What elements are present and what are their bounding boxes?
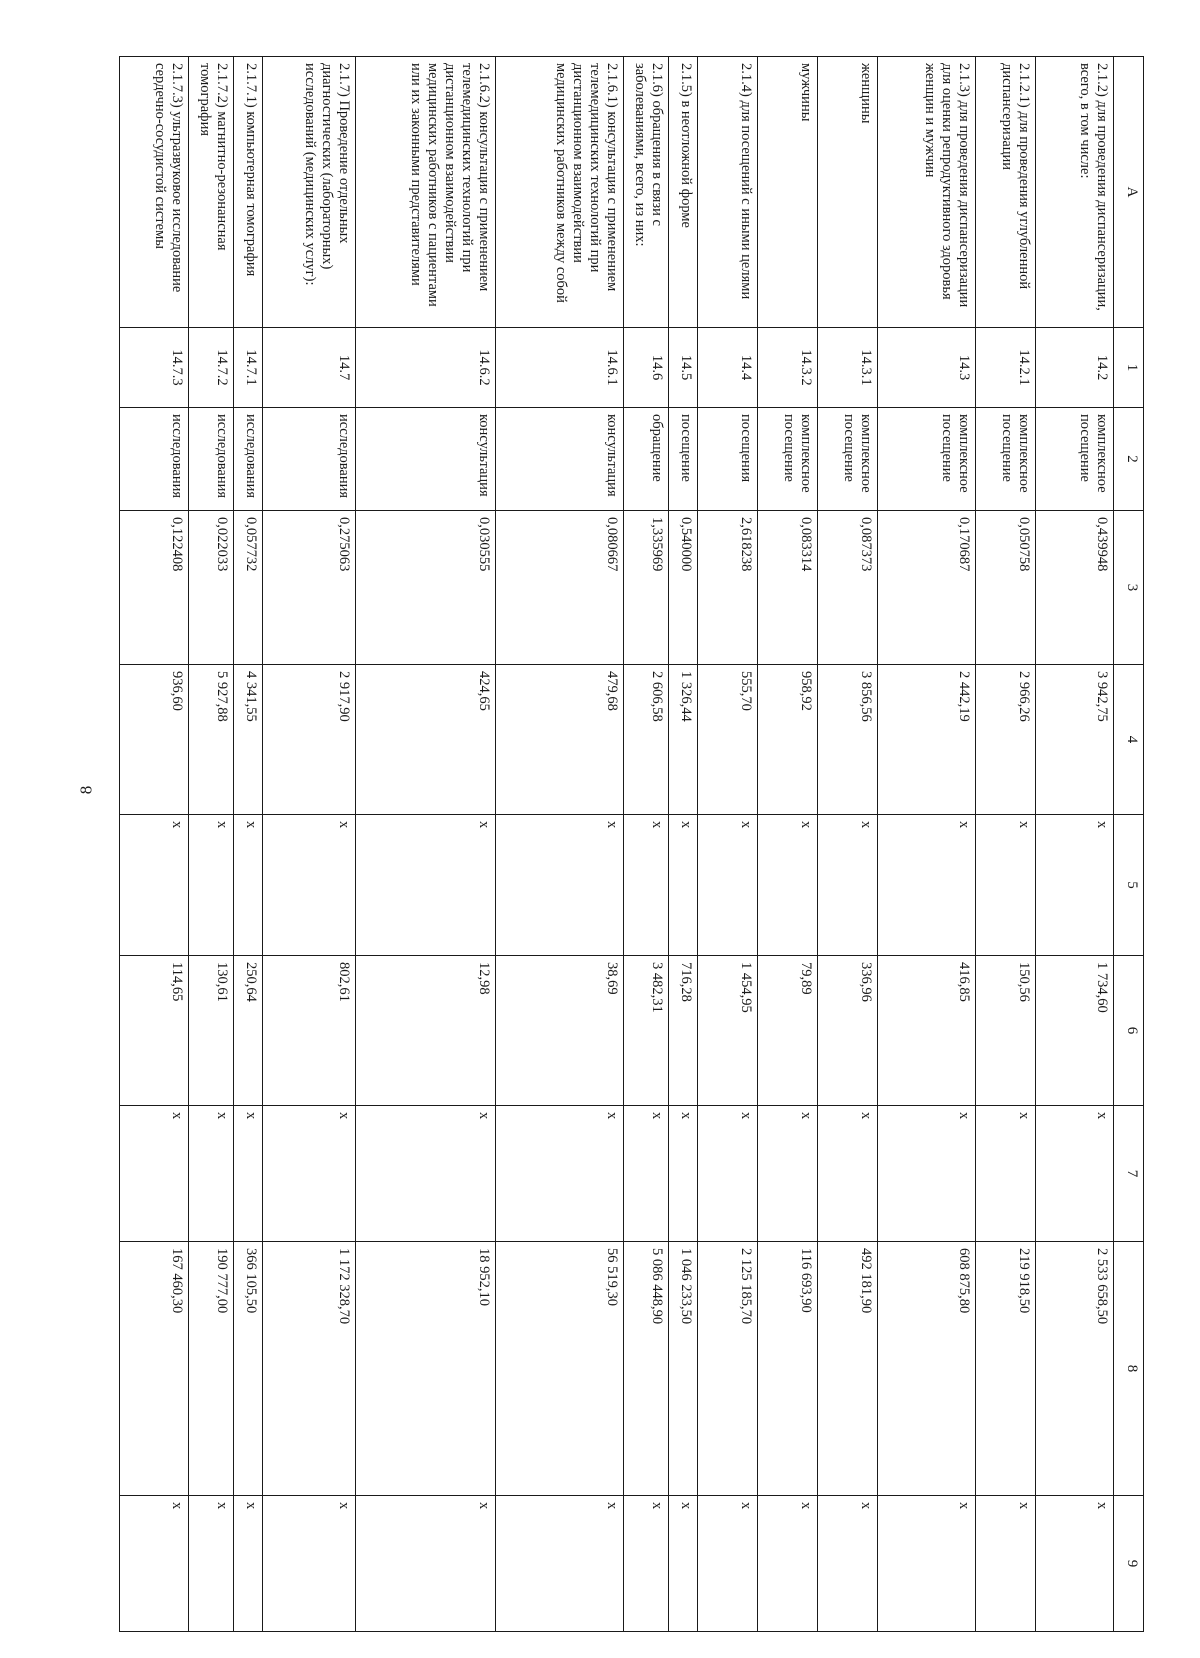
row-col8: 366 105,50 [234,1242,262,1496]
row-col7: х [757,1106,817,1242]
row-col9: х [189,1496,234,1632]
row-norm: 0,439948 [1036,511,1114,665]
col-header-3: 3 [1114,511,1144,665]
row-col8: 219 918,50 [975,1242,1035,1496]
row-col8: 2 533 658,50 [1036,1242,1114,1496]
row-line-number: 14.3.1 [818,328,878,408]
table-row [697,57,757,1632]
data-table [119,56,1144,1632]
row-col6: 79,89 [757,956,817,1106]
row-col8: 5 086 448,90 [624,1242,669,1496]
row-name: 2.1.7) Проведение отдельных диагностических (лабораторных) исследований (медицинских услуг): [262,57,355,328]
table-row [669,57,697,1632]
row-col9: х [120,1496,189,1632]
row-col7: х [975,1106,1035,1242]
row-cost: 424,65 [355,665,495,815]
row-col6: 150,56 [975,956,1035,1106]
row-cost: 3 856,56 [818,665,878,815]
col-header-5: 5 [1114,815,1144,956]
row-col6: 38,69 [495,956,623,1106]
row-col5: х [878,815,976,956]
row-name: мужчины [757,57,817,328]
row-norm: 0,083314 [757,511,817,665]
row-col5: х [234,815,262,956]
col-header-7: 7 [1114,1106,1144,1242]
row-cost: 4 341,55 [234,665,262,815]
row-col7: х [189,1106,234,1242]
row-cost: 5 927,88 [189,665,234,815]
row-name: 2.1.7.3) ультразвуковое исследование сердечно-сосудистой системы [120,57,189,328]
row-norm: 0,122408 [120,511,189,665]
row-col9: х [624,1496,669,1632]
row-line-number: 14.4 [697,328,757,408]
row-col8: 116 693,90 [757,1242,817,1496]
table-row [120,57,189,1632]
row-norm: 0,540000 [669,511,697,665]
row-name: 2.1.2) для проведения диспансеризации, всего, в том числе: [1036,57,1114,328]
row-line-number: 14.6.1 [495,328,623,408]
row-col5: х [669,815,697,956]
row-unit: исследования [234,408,262,511]
row-col9: х [669,1496,697,1632]
row-name: 2.1.6.1) консультация с применением телемедицинских технологий при дистанционном взаимодействии медицинских работников между собой [495,57,623,328]
row-col9: х [975,1496,1035,1632]
header-row [1114,57,1144,1632]
row-col6: 716,28 [669,956,697,1106]
table-row [975,57,1035,1632]
row-col7: х [262,1106,355,1242]
row-col6: 336,96 [818,956,878,1106]
row-col5: х [975,815,1035,956]
row-unit: исследования [262,408,355,511]
row-unit: исследования [120,408,189,511]
table-row [818,57,878,1632]
row-col5: х [120,815,189,956]
row-unit: консультация [355,408,495,511]
row-col5: х [355,815,495,956]
row-col9: х [878,1496,976,1632]
row-norm: 2,618238 [697,511,757,665]
row-cost: 3 942,75 [1036,665,1114,815]
row-line-number: 14.6 [624,328,669,408]
row-col5: х [262,815,355,956]
row-norm: 0,057732 [234,511,262,665]
row-unit: комплексное посещение [757,408,817,511]
row-col7: х [120,1106,189,1242]
row-name: 2.1.2.1) для проведения углубленной диспансеризации [975,57,1035,328]
row-cost: 1 326,44 [669,665,697,815]
row-col9: х [1036,1496,1114,1632]
table-row [234,57,262,1632]
rotated-table-container [119,56,1144,1631]
row-line-number: 14.3.2 [757,328,817,408]
row-name: 2.1.7.2) магнитно-резонансная томография [189,57,234,328]
row-line-number: 14.5 [669,328,697,408]
row-col7: х [355,1106,495,1242]
row-col8: 608 875,80 [878,1242,976,1496]
row-name: женщины [818,57,878,328]
table-row [262,57,355,1632]
row-unit: посещения [697,408,757,511]
col-header-2: 2 [1114,408,1144,511]
row-col6: 114,65 [120,956,189,1106]
row-col8: 2 125 185,70 [697,1242,757,1496]
row-col9: х [262,1496,355,1632]
table-body [120,57,1114,1632]
row-col5: х [1036,815,1114,956]
row-col5: х [189,815,234,956]
row-name: 2.1.7.1) компьютерная томография [234,57,262,328]
row-unit: комплексное посещение [818,408,878,511]
row-col5: х [757,815,817,956]
page-number: 8 [76,785,96,795]
table-row [624,57,669,1632]
row-col9: х [757,1496,817,1632]
table-row [757,57,817,1632]
col-header-9: 9 [1114,1496,1144,1632]
row-col7: х [624,1106,669,1242]
row-col9: х [355,1496,495,1632]
row-unit: консультация [495,408,623,511]
row-norm: 0,030555 [355,511,495,665]
row-unit: комплексное посещение [1036,408,1114,511]
row-norm: 1,335969 [624,511,669,665]
row-col5: х [495,815,623,956]
row-line-number: 14.6.2 [355,328,495,408]
row-col8: 492 181,90 [818,1242,878,1496]
row-name: 2.1.5) в неотложной форме [669,57,697,328]
row-col5: х [818,815,878,956]
row-unit: посещение [669,408,697,511]
table-row [355,57,495,1632]
row-cost: 958,92 [757,665,817,815]
row-col8: 18 952,10 [355,1242,495,1496]
row-col8: 167 460,30 [120,1242,189,1496]
row-col6: 3 482,31 [624,956,669,1106]
row-col9: х [818,1496,878,1632]
row-cost: 2 442,19 [878,665,976,815]
row-col6: 130,61 [189,956,234,1106]
row-unit: обращение [624,408,669,511]
row-unit: комплексное посещение [878,408,976,511]
row-unit: комплексное посещение [975,408,1035,511]
row-line-number: 14.7.2 [189,328,234,408]
row-norm: 0,022033 [189,511,234,665]
row-line-number: 14.7 [262,328,355,408]
table-row [189,57,234,1632]
row-col8: 190 777,00 [189,1242,234,1496]
row-line-number: 14.7.3 [120,328,189,408]
row-col6: 416,85 [878,956,976,1106]
row-col7: х [495,1106,623,1242]
row-cost: 555,70 [697,665,757,815]
col-header-6: 6 [1114,956,1144,1106]
row-name: 2.1.3) для проведения диспансеризации для оценки репродуктивного здоровья женщин и мужчин [878,57,976,328]
row-col9: х [495,1496,623,1632]
col-header-1: 1 [1114,328,1144,408]
row-cost: 2 966,26 [975,665,1035,815]
row-col5: х [624,815,669,956]
col-header-a: А [1114,57,1144,328]
row-col6: 1 734,60 [1036,956,1114,1106]
row-line-number: 14.2 [1036,328,1114,408]
row-line-number: 14.2.1 [975,328,1035,408]
row-col6: 1 454,95 [697,956,757,1106]
row-col7: х [234,1106,262,1242]
row-col6: 250,64 [234,956,262,1106]
col-header-8: 8 [1114,1242,1144,1496]
row-col8: 1 172 328,70 [262,1242,355,1496]
row-cost: 936,60 [120,665,189,815]
row-name: 2.1.4) для посещений с иными целями [697,57,757,328]
row-name: 2.1.6.2) консультация с применением телемедицинских технологий при дистанционном взаимодействии медицинских работников с пациентами или их законными представителями [355,57,495,328]
row-col7: х [697,1106,757,1242]
row-cost: 2 917,90 [262,665,355,815]
table-row [1036,57,1114,1632]
row-col9: х [697,1496,757,1632]
row-name: 2.1.6) обращения в связи с заболеваниями, всего, из них: [624,57,669,328]
row-norm: 0,275063 [262,511,355,665]
row-cost: 479,68 [495,665,623,815]
row-unit: исследования [189,408,234,511]
row-col7: х [818,1106,878,1242]
row-cost: 2 606,58 [624,665,669,815]
row-col6: 12,98 [355,956,495,1106]
row-norm: 0,080667 [495,511,623,665]
row-col7: х [1036,1106,1114,1242]
row-col7: х [878,1106,976,1242]
row-norm: 0,087373 [818,511,878,665]
row-col6: 802,61 [262,956,355,1106]
row-col5: х [697,815,757,956]
row-col9: х [234,1496,262,1632]
row-norm: 0,170687 [878,511,976,665]
row-col8: 56 519,30 [495,1242,623,1496]
row-line-number: 14.3 [878,328,976,408]
table-row [878,57,976,1632]
row-line-number: 14.7.1 [234,328,262,408]
row-col8: 1 046 233,50 [669,1242,697,1496]
col-header-4: 4 [1114,665,1144,815]
row-norm: 0,050758 [975,511,1035,665]
table-row [495,57,623,1632]
row-col7: х [669,1106,697,1242]
